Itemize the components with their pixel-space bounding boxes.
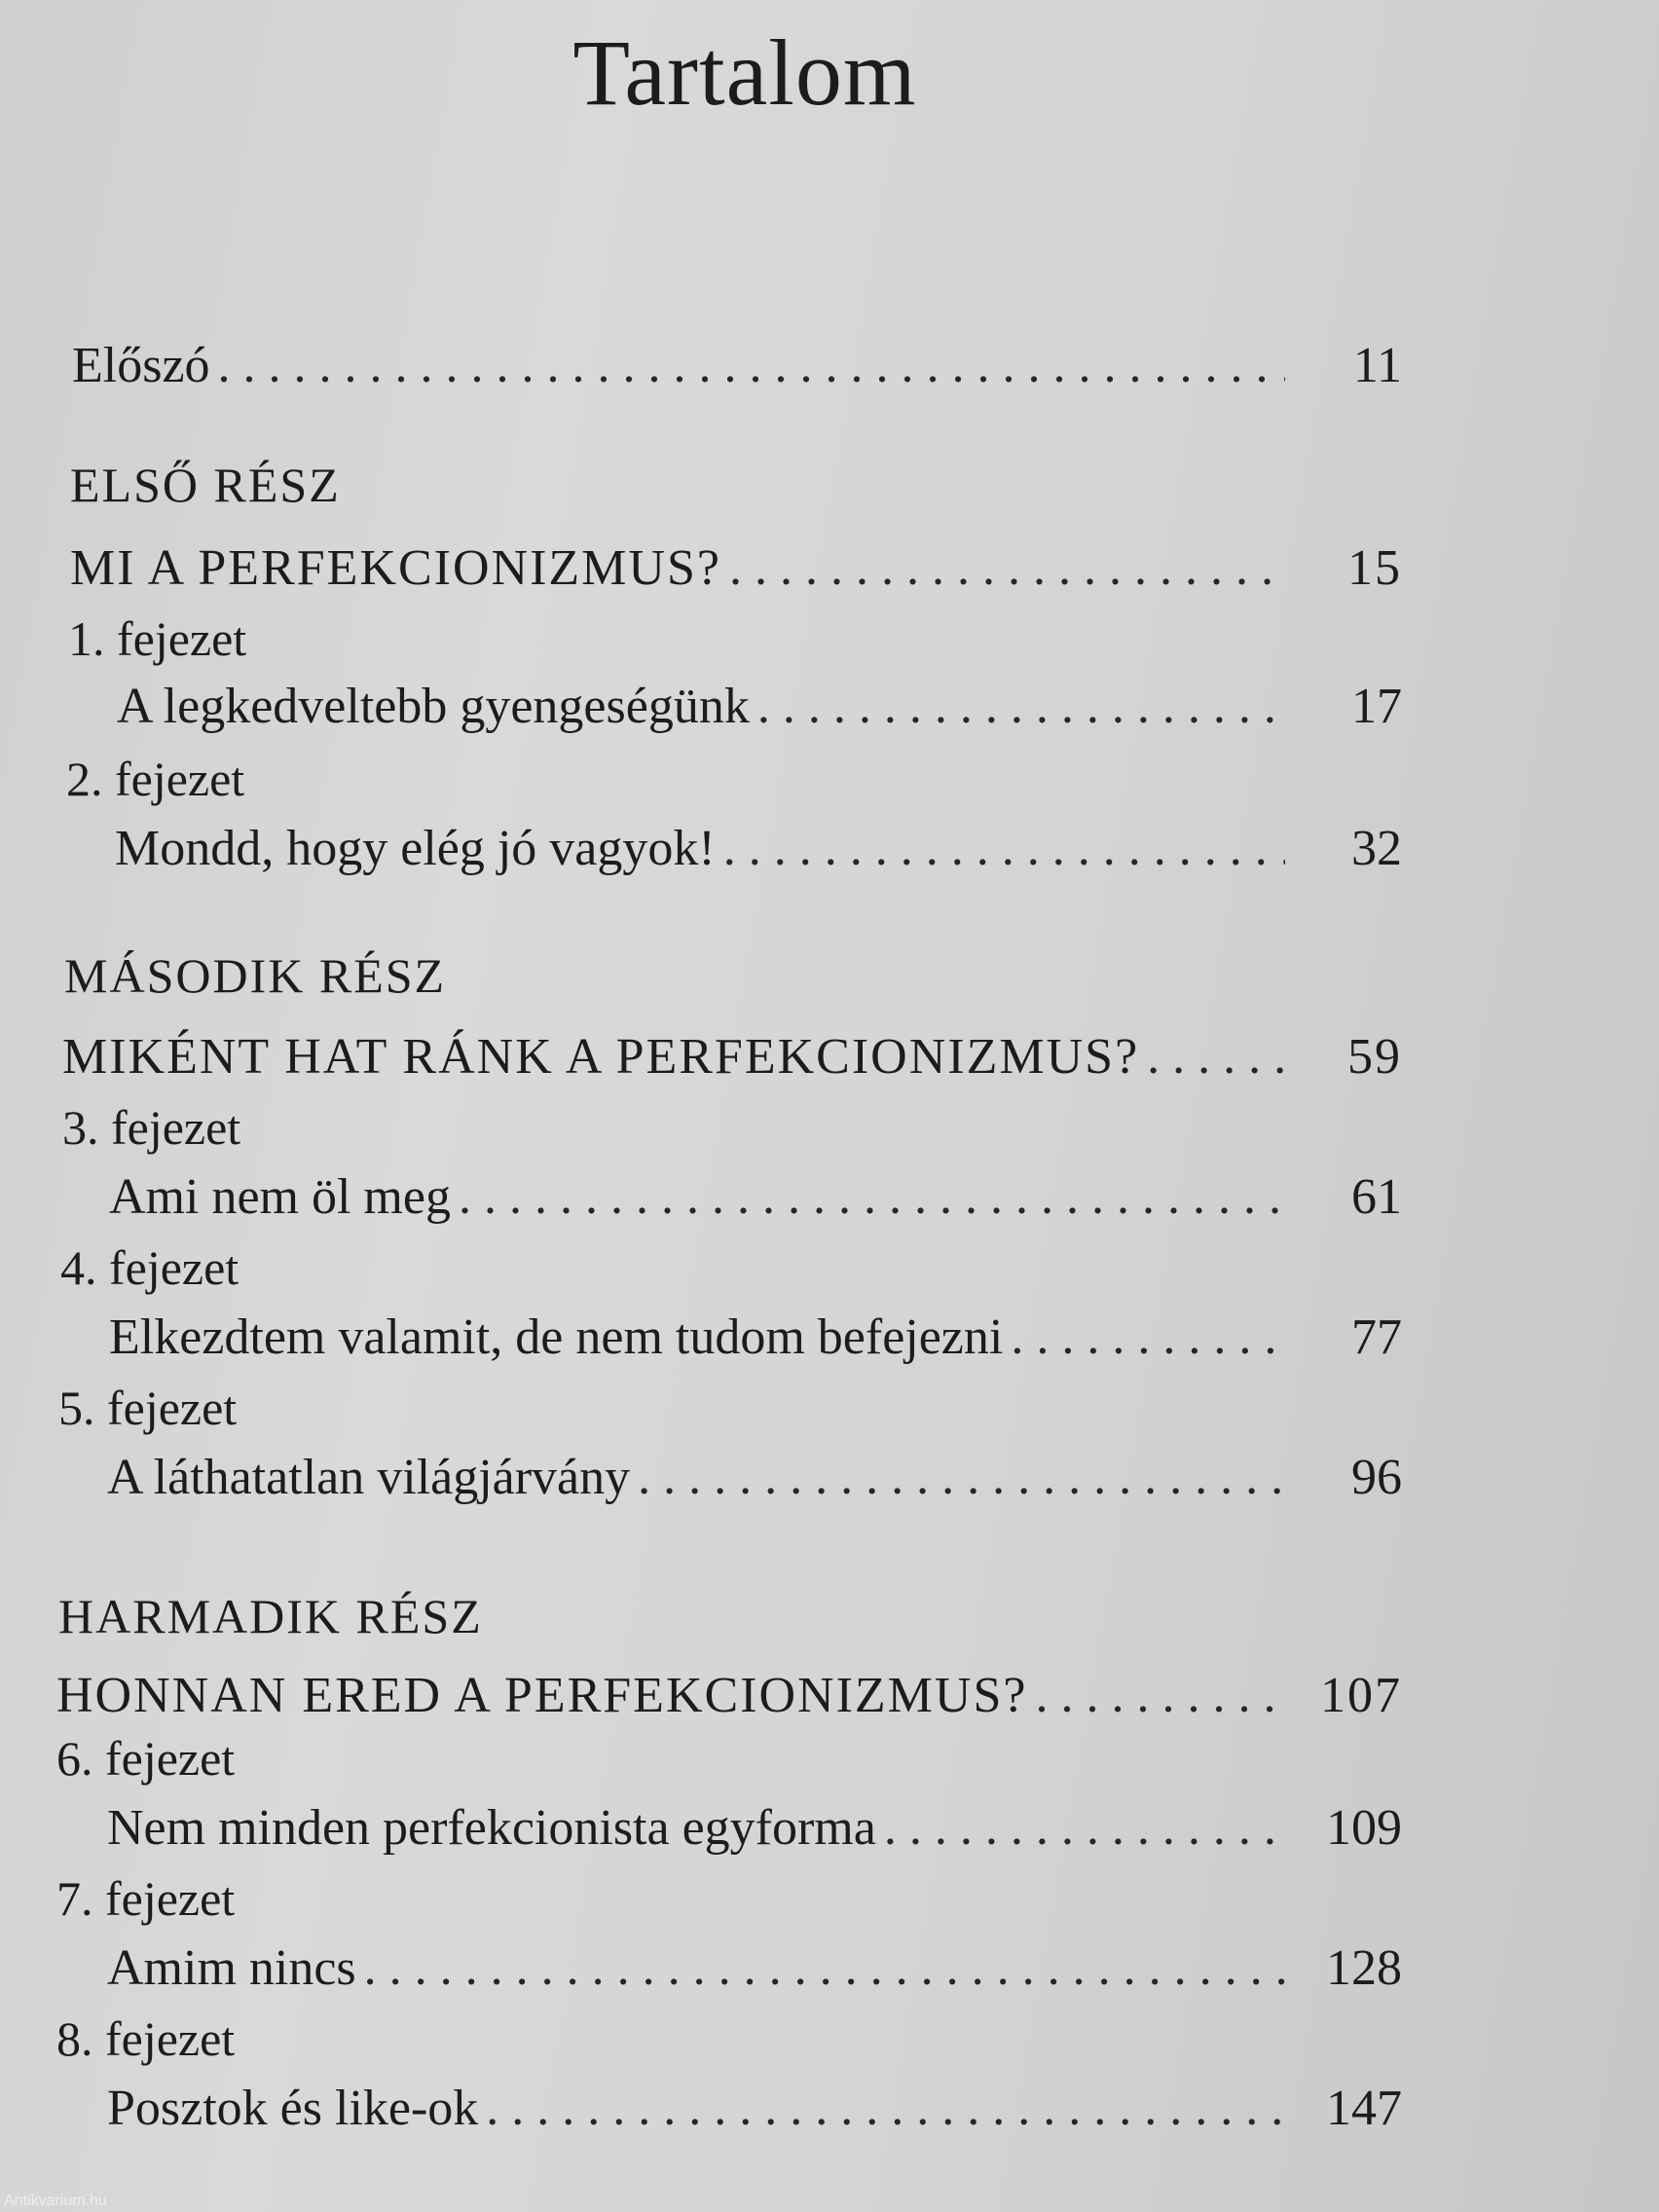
- chapter-title: Posztok és like-ok: [107, 2081, 479, 2136]
- toc-page-number: 128: [1326, 1940, 1402, 1996]
- watermark: Antikvarium.hu: [4, 2193, 107, 2209]
- chapter-number: 5. fejezet: [58, 1381, 238, 1435]
- leader-dots: [638, 1443, 1285, 1513]
- part-title: MI A PERFEKCIONIZMUS?: [70, 540, 721, 596]
- toc-entry-chapter: [107, 1443, 1402, 1513]
- toc-entry-part: [70, 534, 1402, 604]
- chapter-number: 2. fejezet: [66, 752, 245, 806]
- chapter-title: A láthatatlan világjárvány: [107, 1450, 631, 1505]
- toc-entry-chapter: [107, 2074, 1402, 2144]
- part-title: HONNAN ERED A PERFEKCIONIZMUS?: [56, 1668, 1028, 1723]
- toc-page-number: 61: [1351, 1169, 1402, 1225]
- toc-entry-chapter: [107, 1793, 1402, 1863]
- chapter-number: 7. fejezet: [56, 1871, 236, 1926]
- toc-page-number: 109: [1326, 1800, 1402, 1856]
- chapter-number: 1. fejezet: [68, 611, 247, 666]
- toc-entry-part: [62, 1022, 1402, 1092]
- toc-page-number: 11: [1352, 338, 1402, 393]
- chapter-title: Ami nem öl meg: [109, 1169, 451, 1225]
- toc-entry-label: Előszó: [72, 338, 210, 393]
- leader-dots: [486, 2074, 1285, 2144]
- part-label: MÁSODIK RÉSZ: [64, 948, 447, 1003]
- leader-dots: [1011, 1303, 1285, 1373]
- chapter-number: 6. fejezet: [56, 1731, 236, 1786]
- toc-entry-part: [56, 1661, 1402, 1731]
- toc-entry-preface: [72, 331, 1402, 401]
- toc-page-number: 17: [1351, 679, 1402, 734]
- chapter-title: Nem minden perfekcionista egyforma: [107, 1800, 876, 1856]
- chapter-number: 4. fejezet: [60, 1240, 240, 1295]
- leader-dots: [459, 1162, 1285, 1233]
- toc-entry-chapter: [115, 814, 1402, 884]
- leader-dots: [218, 331, 1285, 401]
- part-title: MIKÉNT HAT RÁNK A PERFEKCIONIZMUS?: [62, 1029, 1140, 1085]
- leader-dots: [757, 672, 1285, 742]
- toc-page-number: 107: [1320, 1668, 1402, 1723]
- chapter-title: Mondd, hogy elég jó vagyok!: [115, 821, 716, 876]
- leader-dots: [884, 1793, 1285, 1863]
- toc-entry-chapter: [109, 1162, 1402, 1233]
- chapter-title: Elkezdtem valamit, de nem tudom befejezni: [109, 1309, 1004, 1365]
- leader-dots: [1147, 1022, 1285, 1092]
- toc-entry-chapter: [117, 672, 1402, 742]
- chapter-title: A legkedveltebb gyengeségünk: [117, 679, 750, 734]
- chapter-title: Amim nincs: [107, 1940, 356, 1996]
- toc-entry-chapter: [107, 1934, 1402, 2004]
- page-title: Tartalom: [572, 20, 917, 125]
- chapter-number: 8. fejezet: [56, 2011, 236, 2066]
- toc-page-number: 15: [1347, 540, 1402, 596]
- toc-page-number: 96: [1351, 1450, 1402, 1505]
- part-label: ELSŐ RÉSZ: [70, 458, 341, 512]
- toc-page-number: 32: [1351, 821, 1402, 876]
- chapter-number: 3. fejezet: [62, 1100, 241, 1155]
- leader-dots: [364, 1934, 1285, 2004]
- toc-entry-chapter: [109, 1303, 1402, 1373]
- toc-page-number: 147: [1326, 2081, 1402, 2136]
- leader-dots: [1035, 1661, 1285, 1731]
- leader-dots: [723, 814, 1285, 884]
- leader-dots: [729, 534, 1285, 604]
- toc-page-number: 59: [1347, 1029, 1402, 1085]
- toc-page-number: 77: [1351, 1309, 1402, 1365]
- part-label: HARMADIK RÉSZ: [58, 1589, 483, 1643]
